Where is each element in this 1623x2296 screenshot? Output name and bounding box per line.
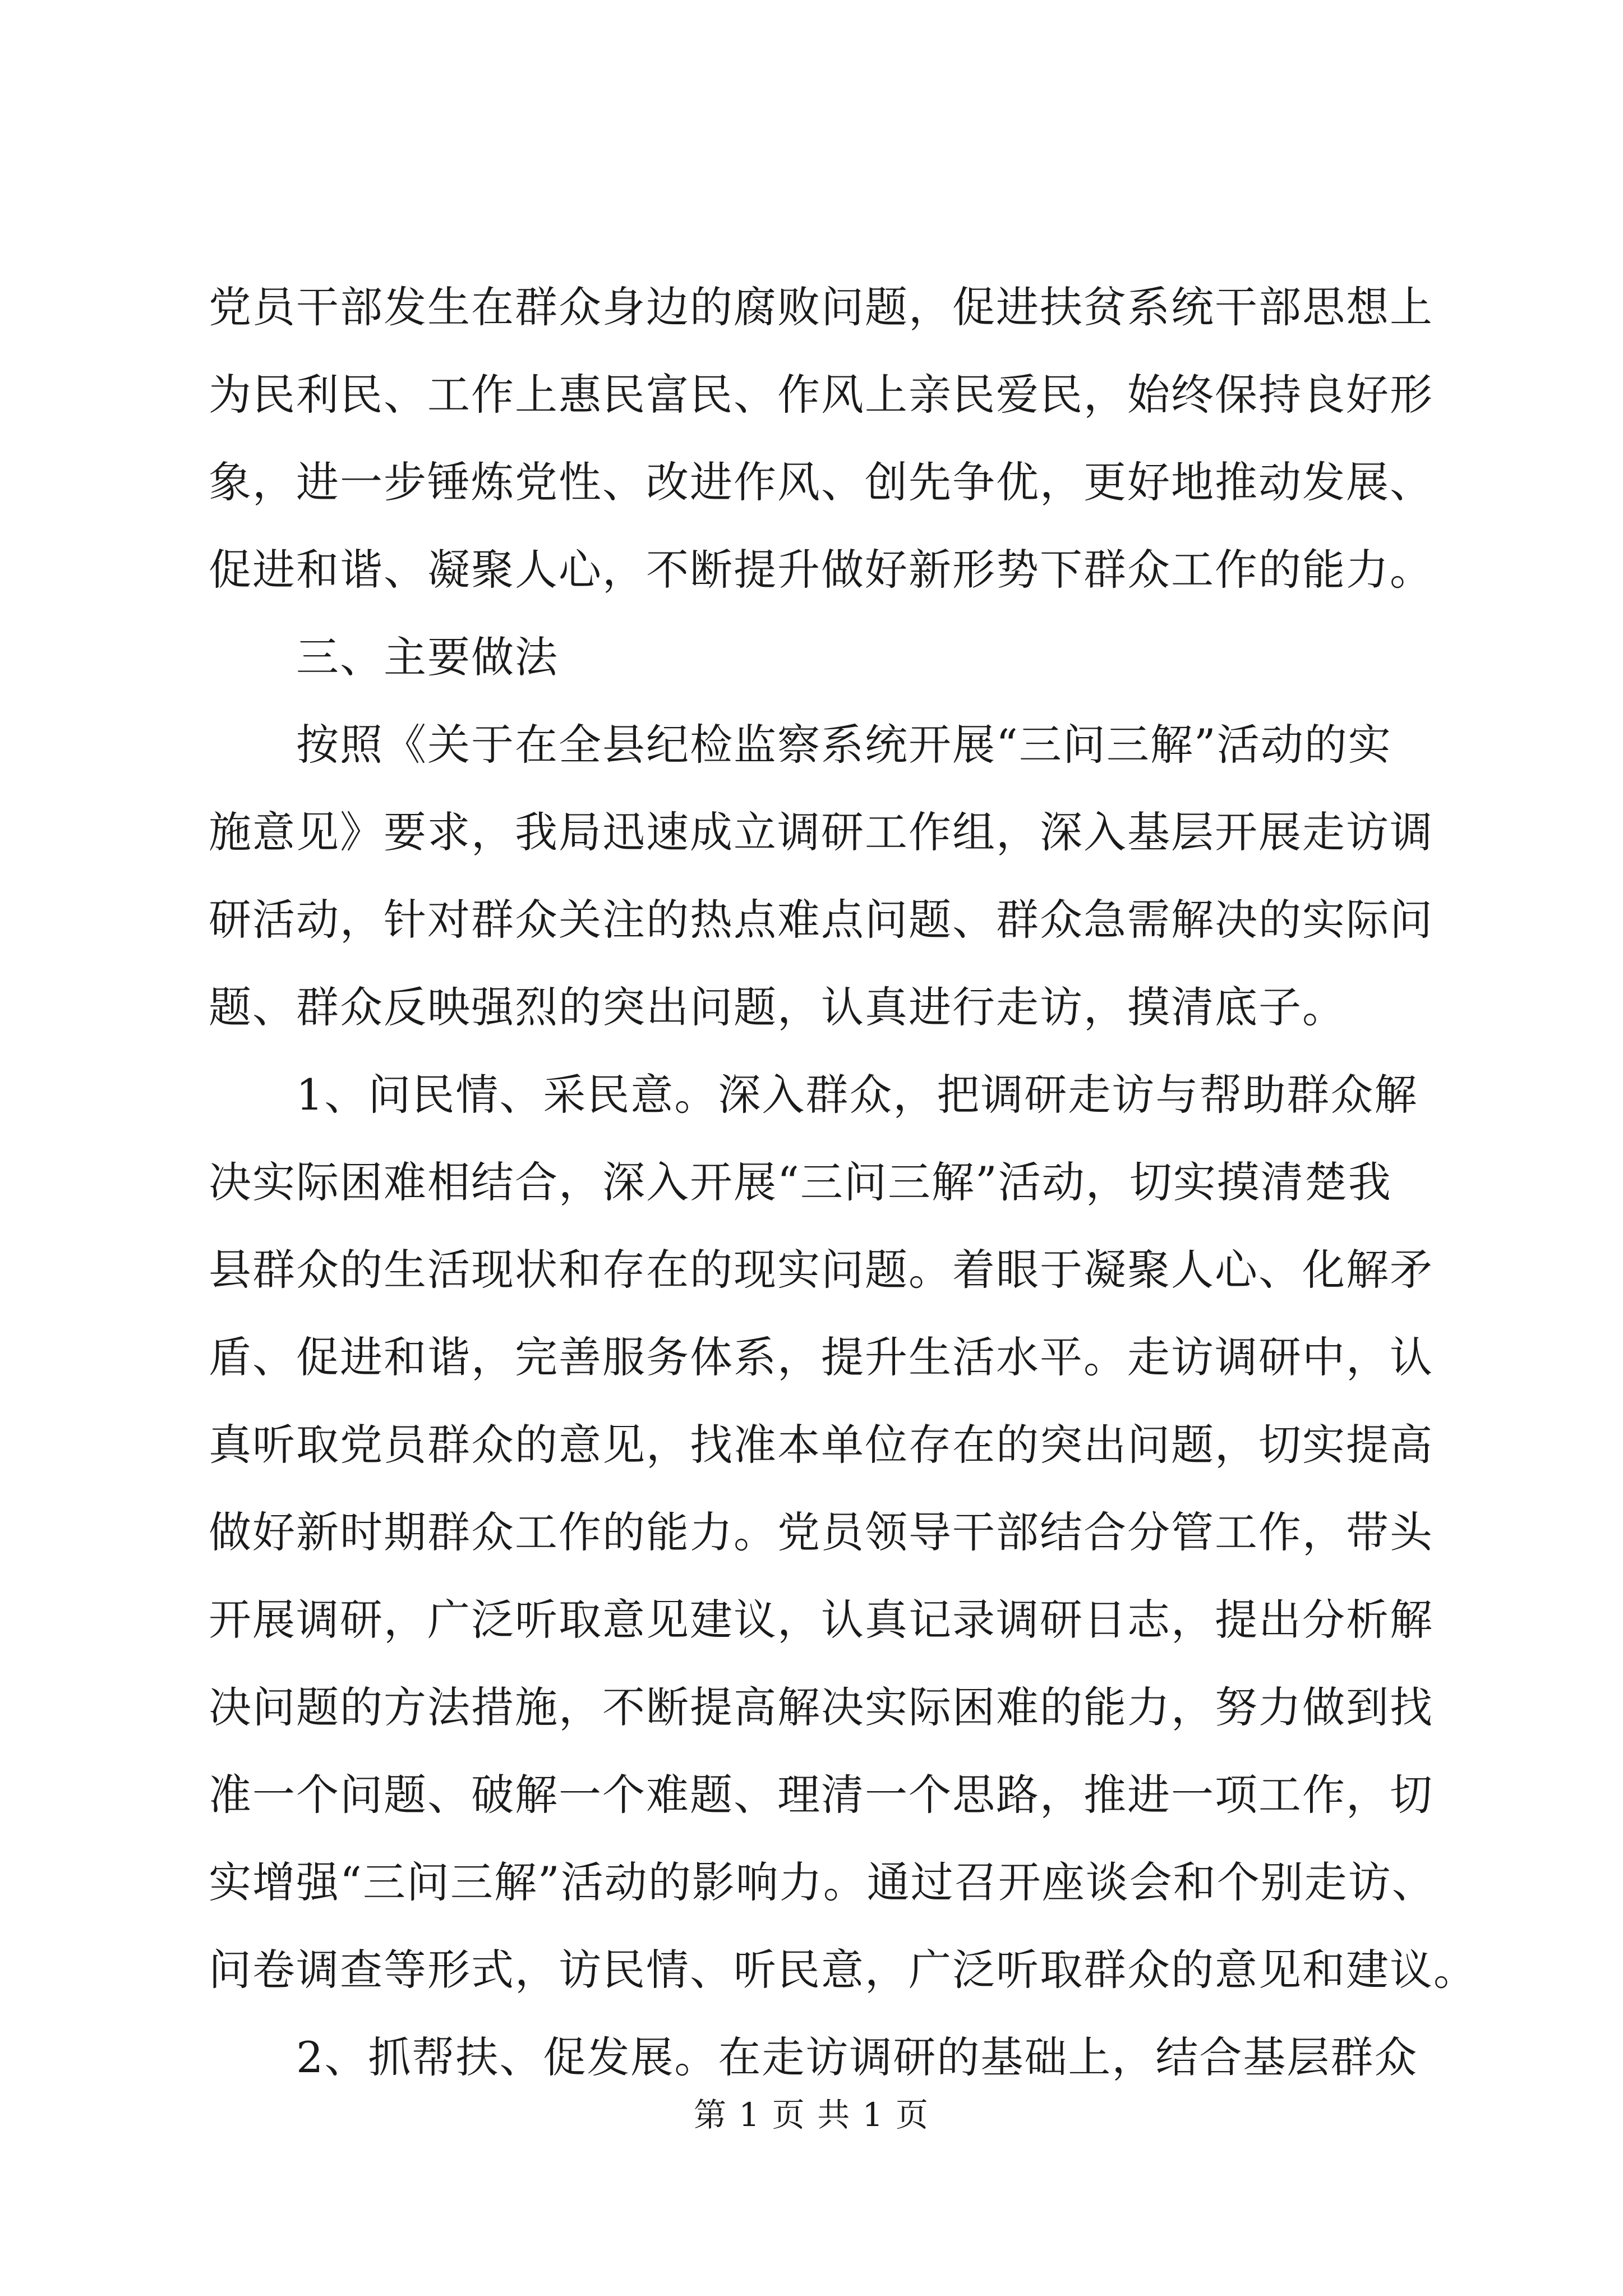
text-line: 实增强“三问三解”活动的影响力。通过召开座谈会和个别走访、 (209, 1857, 1436, 1907)
text-line: 盾、促进和谐，完善服务体系，提升生活水平。走访调研中，认 (209, 1332, 1433, 1382)
text-line: 决问题的方法措施，不断提高解决实际困难的能力，努力做到找 (209, 1682, 1433, 1732)
text-line: 象，进一步锤炼党性、改进作风、创先争优，更好地推动发展、 (209, 457, 1433, 507)
paragraph-start-line: 1、问民情、采民意。深入群众，把调研走访与帮助群众解 (296, 1070, 1418, 1120)
section-heading: 三、主要做法 (296, 632, 559, 682)
text-line: 做好新时期群众工作的能力。党员领导干部结合分管工作，带头 (209, 1507, 1433, 1557)
text-line: 党员干部发生在群众身边的腐败问题，促进扶贫系统干部思想上 (209, 282, 1433, 332)
text-line: 开展调研，广泛听取意见建议，认真记录调研日志，提出分析解 (209, 1595, 1433, 1645)
text-line: 准一个问题、破解一个难题、理清一个思路，推进一项工作，切 (209, 1770, 1433, 1820)
text-line: 施意见》要求，我局迅速成立调研工作组，深入基层开展走访调 (209, 807, 1433, 857)
text-line: 真听取党员群众的意见，找准本单位存在的突出问题，切实提高 (209, 1420, 1433, 1470)
text-line: 问卷调查等形式，访民情、听民意，广泛听取群众的意见和建议。 (209, 1945, 1477, 1995)
text-line: 为民利民、工作上惠民富民、作风上亲民爱民，始终保持良好形 (209, 370, 1433, 420)
page-number: 第 1 页 共 1 页 (694, 2096, 929, 2134)
text-line: 决实际困难相结合，深入开展“三问三解”活动，切实摸清楚我 (209, 1157, 1392, 1207)
document-body (209, 264, 1477, 2101)
paragraph-start-line: 按照《关于在全县纪检监察系统开展“三问三解”活动的实 (296, 720, 1392, 770)
page-footer (0, 2092, 1623, 2137)
text-line: 县群众的生活现状和存在的现实问题。着眼于凝聚人心、化解矛 (209, 1245, 1433, 1295)
text-line: 促进和谐、凝聚人心，不断提升做好新形势下群众工作的能力。 (209, 545, 1433, 595)
paragraph-start-line: 2、抓帮扶、促发展。在走访调研的基础上，结合基层群众 (296, 2032, 1418, 2082)
text-line: 研活动，针对群众关注的热点难点问题、群众急需解决的实际问 (209, 895, 1433, 945)
text-line: 题、群众反映强烈的突出问题，认真进行走访，摸清底子。 (209, 982, 1346, 1032)
